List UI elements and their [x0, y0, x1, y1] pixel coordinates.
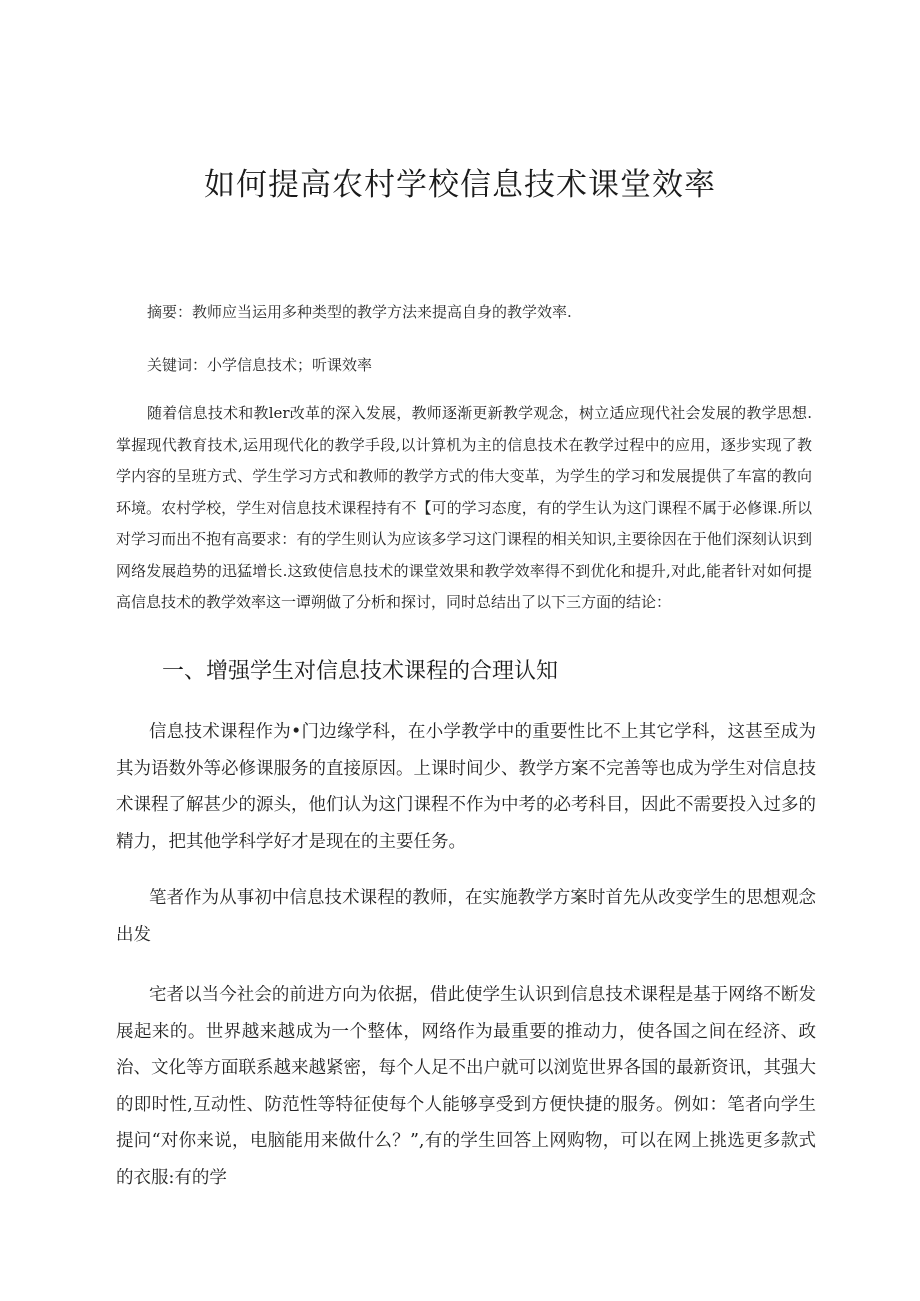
- intro-paragraph: 随着信息技术和教ler改革的深入发展，教师逐渐更新教学观念，树立适应现代社会发展的教学思想.掌握现代教育技术,运用现代化的教学手段,以计算机为主的信息技术在教学过程中的应用，逐步实现了教学内容的呈班方式、学生学习方式和教师的教学方式的伟大变革，为学生的学习和发展提供了车富的教向环境。农村学校，学生对信息技术课程持有不【可的学习态度，有的学生认为这门课程不属于必修课.所以对学习而出不抱有高要求：有的学生则认为应该多学习这门课程的相关知识,主要徐因在于他们深刻认识到网络发展趋势的迅猛增长.这致使信息技术的课堂效果和教学效率得不到优化和提升,对此,能者针对如何提高信息技术的教学效率这一谭朔做了分析和探讨，同时总结出了以下三方面的结论：: [116, 404, 812, 611]
- section-heading: 一、增强学生对信息技术课程的合理认知: [162, 659, 559, 684]
- body-paragraph: 宅者以当今社会的前进方向为依据，借此使学生认识到信息技术课程是基于网络不断发展起来的。世界越来越成为一个整体，网络作为最重要的推动力，使各国之间在经济、政治、文化等方面联系越来越紧密，每个人足不出户就可以浏览世界各国的最新资讯，其强大的即时性,互动性、防范性等特征使每个人能够享受到方便快捷的服务。例如：笔者向学生提问“对你来说，电脑能用来做什么？”,有的学生回答上网购物，可以在网上挑选更多款式的衣服:有的学: [116, 985, 816, 1188]
- body-paragraph: 笔者作为从事初中信息技术课程的教师，在实施教学方案时首先从改变学生的思想观念出发: [116, 888, 816, 945]
- document-title: 如何提高农村学校信息技术课堂效率: [204, 167, 716, 203]
- keywords-line: 关键词：小学信息技术；听课效率: [147, 356, 373, 374]
- body-paragraph: 信息技术课程作为•门边缘学科，在小学教学中的重要性比不上其它学科，这甚至成为其为语数外等必修课服务的直接原因。上课时间少、教学方案不完善等也成为学生对信息技术课程了解甚少的源头，他们认为这门课程不作为中考的必考科目，因此不需要投入过多的精力，把其他学科学好才是现在的主要任务。: [116, 722, 816, 852]
- abstract-line: 摘要：教师应当运用多种类型的教学方法来提高自身的教学效率.: [147, 303, 572, 321]
